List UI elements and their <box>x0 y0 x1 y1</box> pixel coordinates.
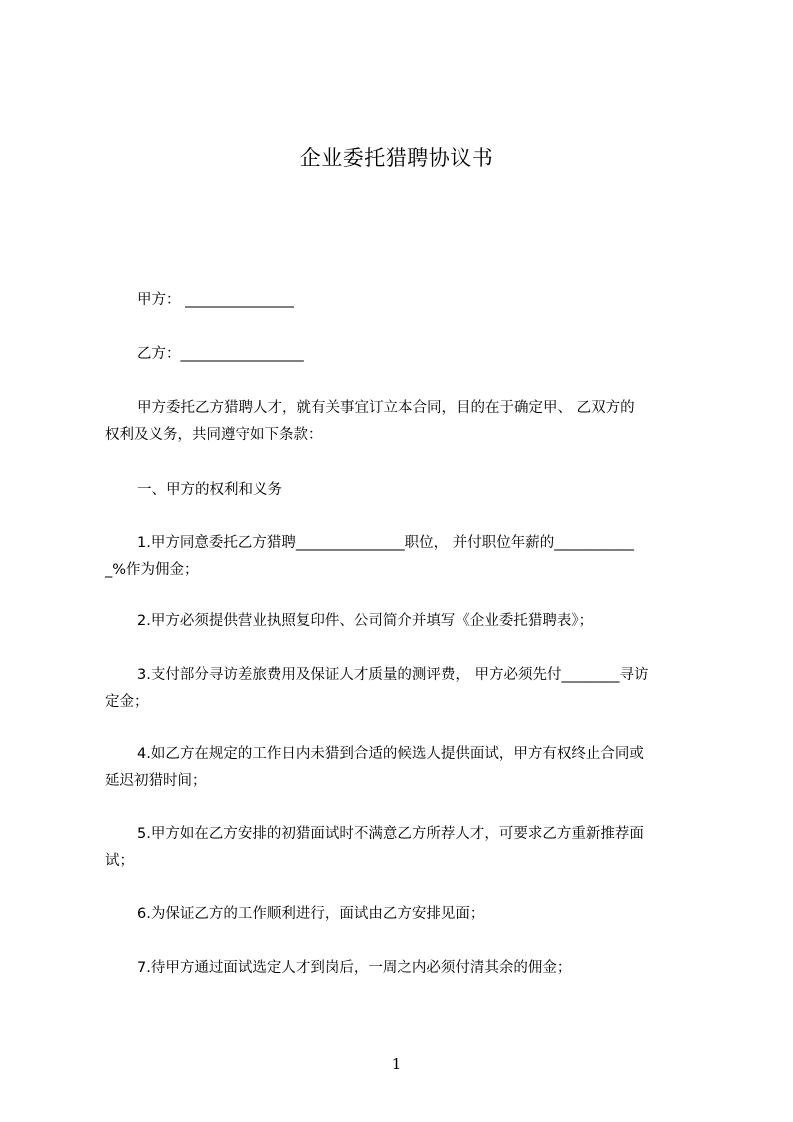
party-a-line: 甲方： _______________ <box>137 292 294 308</box>
clause-6-line-1: 6.为保证乙方的工作顺利进行，面试由乙方安排见面； <box>137 906 485 922</box>
clause-1-line-1: 1.甲方同意委托乙方猎聘_______________职位， 并付职位年薪的___________ <box>137 535 634 551</box>
party-b-line: 乙方：_________________ <box>137 346 304 362</box>
clause-7-line-1: 7.待甲方通过面试选定人才到岗后，一周之内必须付清其余的佣金； <box>137 960 572 976</box>
clause-1-line-2: _%作为佣金； <box>105 562 199 578</box>
clause-4-line-2: 延迟初猎时间； <box>105 773 207 789</box>
clause-5-line-1: 5.甲方如在乙方安排的初猎面试时不满意乙方所荐人才，可要求乙方重新推荐面 <box>137 826 644 842</box>
clause-3-line-2: 定金； <box>105 694 149 710</box>
section-heading: 一、甲方的权利和义务 <box>137 482 282 498</box>
clause-4-line-1: 4.如乙方在规定的工作日内未猎到合适的候选人提供面试，甲方有权终止合同或 <box>137 746 644 762</box>
clause-3-line-1: 3.支付部分寻访差旅费用及保证人才质量的测评费， 甲方必须先付________寻访 <box>137 667 649 683</box>
clause-5-line-2: 试； <box>105 853 134 869</box>
intro-line-1: 甲方委托乙方猎聘人才，就有关事宜订立本合同，目的在于确定甲、 乙双方的 <box>137 400 635 416</box>
intro-line-2: 权利及义务，共同遵守如下条款： <box>105 427 323 443</box>
clause-2-line-1: 2.甲方必须提供营业执照复印件、公司简介并填写《企业委托猎聘表》； <box>137 613 594 629</box>
document-title: 企业委托猎聘协议书 <box>299 146 494 170</box>
page-number: 1 <box>391 1055 402 1073</box>
